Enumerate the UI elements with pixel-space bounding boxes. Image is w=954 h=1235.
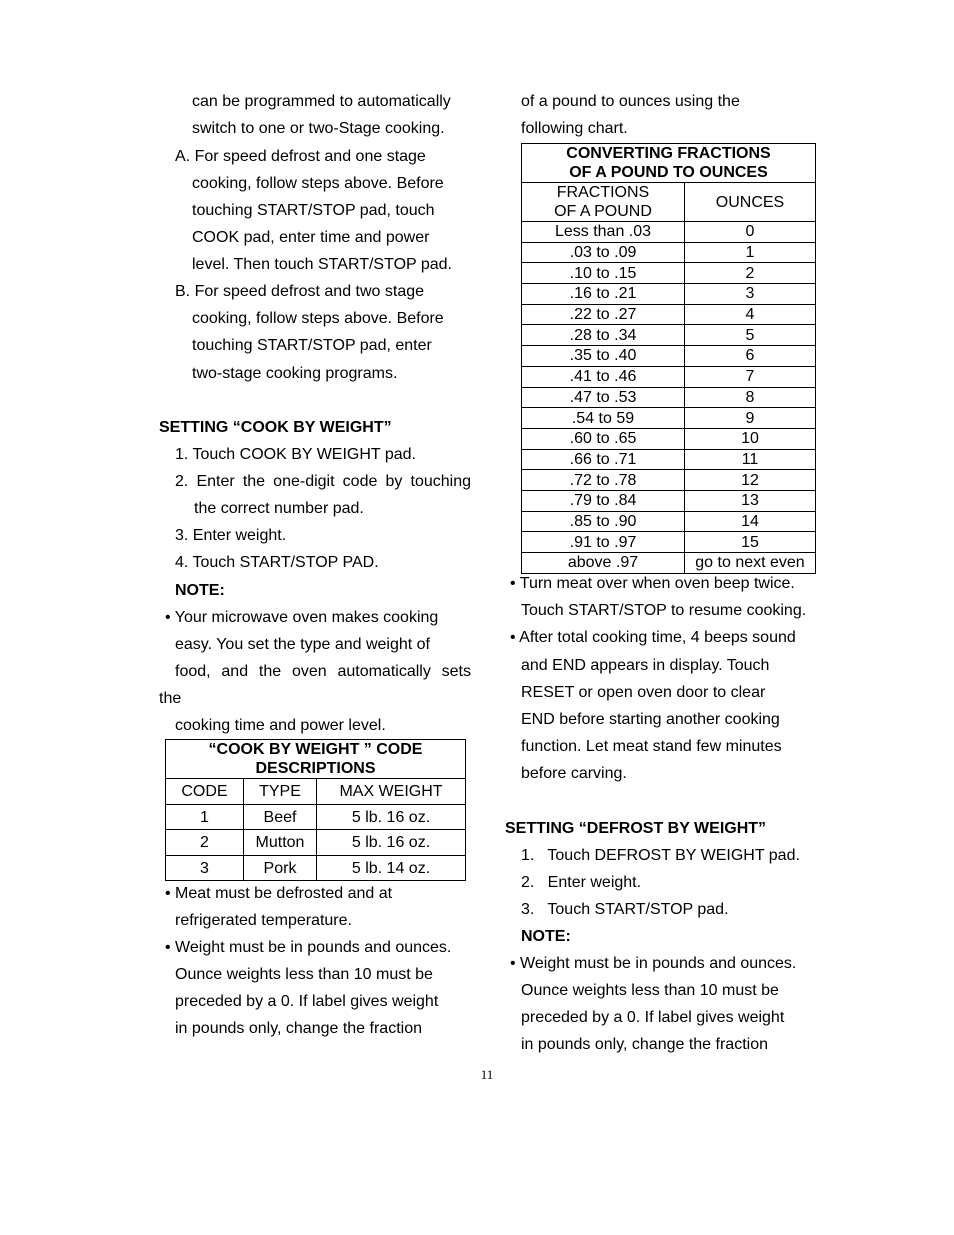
step-line: 4. Touch START/STOP PAD. <box>175 554 379 571</box>
conversion-table-header-fractions <box>522 183 685 222</box>
conversion-table-title-line2: OF A POUND TO OUNCES <box>569 164 768 181</box>
after-table-line: preceded by a 0. If label gives weight <box>175 993 439 1010</box>
table-row <box>522 222 816 243</box>
intro-line: can be programmed to automatically <box>192 93 451 110</box>
intro-line: following chart. <box>521 120 628 137</box>
table-row <box>522 284 816 305</box>
after-table-line: in pounds only, change the fraction <box>175 1020 422 1037</box>
note-line: preceded by a 0. If label gives weight <box>521 1009 785 1026</box>
conversion-table-body <box>522 222 816 574</box>
fraction-cell: .16 to .21 <box>522 284 685 305</box>
code-table-header: TYPE <box>244 779 317 805</box>
fraction-cell: .47 to .53 <box>522 387 685 408</box>
ounces-cell: 8 <box>685 387 816 408</box>
note-line: the <box>159 690 182 707</box>
fraction-cell: .35 to .40 <box>522 346 685 367</box>
note-line: Ounce weights less than 10 must be <box>521 982 779 999</box>
after-table-line: before carving. <box>521 765 627 782</box>
after-table-line: refrigerated temperature. <box>175 912 352 929</box>
table-row <box>166 830 466 856</box>
fraction-cell: .79 to .84 <box>522 490 685 511</box>
note-line: food, and the oven automatically sets <box>175 663 471 680</box>
after-table-line: • Meat must be defrosted and at <box>165 885 393 902</box>
item-a-line: touching START/STOP pad, touch <box>192 202 435 219</box>
step-line: the correct number pad. <box>194 500 364 517</box>
fraction-cell: .10 to .15 <box>522 263 685 284</box>
table-row <box>522 387 816 408</box>
ounces-cell: 13 <box>685 490 816 511</box>
ounces-cell: 4 <box>685 304 816 325</box>
code-table-title <box>166 740 466 779</box>
item-a-line: level. Then touch START/STOP pad. <box>192 256 452 273</box>
fraction-cell: .41 to .46 <box>522 366 685 387</box>
table-row <box>522 346 816 367</box>
table-cell: 2 <box>166 830 244 856</box>
ounces-cell: 9 <box>685 408 816 429</box>
conversion-table-title-line1: CONVERTING FRACTIONS <box>566 145 771 162</box>
note-line: • Your microwave oven makes cooking <box>165 609 439 626</box>
table-row <box>166 856 466 881</box>
after-table-line: function. Let meat stand few minutes <box>521 738 782 755</box>
after-table-line: Touch START/STOP to resume cooking. <box>521 602 807 619</box>
table-cell: 5 lb. 16 oz. <box>317 830 466 856</box>
conversion-table-title <box>522 144 816 183</box>
fraction-cell: .66 to .71 <box>522 449 685 470</box>
ounces-cell: 3 <box>685 284 816 305</box>
conversion-table-header-ounces: OUNCES <box>685 183 816 222</box>
page-number: 11 <box>480 1067 494 1082</box>
after-table-line: • After total cooking time, 4 beeps sound <box>510 629 796 646</box>
ounces-cell: 12 <box>685 470 816 491</box>
after-table-line: • Turn meat over when oven beep twice. <box>510 575 795 592</box>
ounces-cell: 11 <box>685 449 816 470</box>
code-table-header-row <box>166 779 466 805</box>
step-line: 2. Enter the one-digit code by touching <box>175 473 471 490</box>
table-row <box>522 408 816 429</box>
fraction-cell: .60 to .65 <box>522 428 685 449</box>
table-row <box>522 428 816 449</box>
fraction-conversion-table <box>521 143 816 574</box>
section-heading-defrost-by-weight: SETTING “DEFROST BY WEIGHT” <box>505 820 767 837</box>
fraction-cell: .91 to .97 <box>522 532 685 553</box>
table-row <box>522 325 816 346</box>
table-cell: 5 lb. 16 oz. <box>317 805 466 830</box>
fraction-cell: Less than .03 <box>522 222 685 243</box>
note-label: NOTE: <box>175 582 225 599</box>
note-line: cooking time and power level. <box>175 717 386 734</box>
table-row <box>522 553 816 574</box>
conversion-table-header-row <box>522 183 816 222</box>
table-row <box>522 304 816 325</box>
after-table-line: and END appears in display. Touch <box>521 657 770 674</box>
conversion-table-title-row <box>522 144 816 183</box>
step-line: 2. Enter weight. <box>521 874 642 891</box>
table-cell: Beef <box>244 805 317 830</box>
table-row <box>522 511 816 532</box>
code-table-title-row <box>166 740 466 779</box>
code-table-header: MAX WEIGHT <box>317 779 466 805</box>
intro-line: switch to one or two-Stage cooking. <box>192 120 445 137</box>
table-row <box>522 490 816 511</box>
fraction-cell: .72 to .78 <box>522 470 685 491</box>
after-table-line: Ounce weights less than 10 must be <box>175 966 433 983</box>
note-line: in pounds only, change the fraction <box>521 1036 768 1053</box>
fraction-cell: above .97 <box>522 553 685 574</box>
note-label: NOTE: <box>521 928 571 945</box>
ounces-cell: 6 <box>685 346 816 367</box>
table-row <box>522 532 816 553</box>
fraction-cell: .22 to .27 <box>522 304 685 325</box>
item-a-line: A. For speed defrost and one stage <box>175 148 426 165</box>
ounces-cell: 15 <box>685 532 816 553</box>
fraction-cell: .54 to 59 <box>522 408 685 429</box>
cook-by-weight-code-table <box>165 739 466 881</box>
section-heading-cook-by-weight: SETTING “COOK BY WEIGHT” <box>159 419 392 436</box>
table-cell: 5 lb. 14 oz. <box>317 856 466 881</box>
table-cell: 1 <box>166 805 244 830</box>
table-row <box>166 805 466 830</box>
ounces-cell: 0 <box>685 222 816 243</box>
ounces-cell: 1 <box>685 242 816 263</box>
header-fractions-line2: OF A POUND <box>554 203 652 220</box>
step-line: 1. Touch COOK BY WEIGHT pad. <box>175 446 416 463</box>
after-table-line: RESET or open oven door to clear <box>521 684 766 701</box>
item-a-line: cooking, follow steps above. Before <box>192 175 444 192</box>
table-row <box>522 242 816 263</box>
fraction-cell: .28 to .34 <box>522 325 685 346</box>
note-line: easy. You set the type and weight of <box>175 636 430 653</box>
table-row <box>522 263 816 284</box>
intro-line: of a pound to ounces using the <box>521 93 740 110</box>
item-b-line: B. For speed defrost and two stage <box>175 283 425 300</box>
ounces-cell: 7 <box>685 366 816 387</box>
header-fractions-line1: FRACTIONS <box>556 184 650 201</box>
code-table-title-line1: “COOK BY WEIGHT ” CODE <box>208 741 423 758</box>
step-line: 3. Enter weight. <box>175 527 287 544</box>
item-b-line: cooking, follow steps above. Before <box>192 310 444 327</box>
step-line: 3. Touch START/STOP pad. <box>521 901 729 918</box>
after-table-line: • Weight must be in pounds and ounces. <box>165 939 452 956</box>
ounces-cell: go to next even <box>685 553 816 574</box>
step-line: 1. Touch DEFROST BY WEIGHT pad. <box>521 847 800 864</box>
item-a-line: COOK pad, enter time and power <box>192 229 430 246</box>
ounces-cell: 14 <box>685 511 816 532</box>
table-cell: Mutton <box>244 830 317 856</box>
code-table-header: CODE <box>166 779 244 805</box>
table-cell: Pork <box>244 856 317 881</box>
ounces-cell: 5 <box>685 325 816 346</box>
table-row <box>522 449 816 470</box>
ounces-cell: 10 <box>685 428 816 449</box>
note-line: • Weight must be in pounds and ounces. <box>510 955 797 972</box>
fraction-cell: .85 to .90 <box>522 511 685 532</box>
after-table-line: END before starting another cooking <box>521 711 780 728</box>
table-row <box>522 470 816 491</box>
item-b-line: touching START/STOP pad, enter <box>192 337 432 354</box>
code-table-title-line2: DESCRIPTIONS <box>255 760 376 777</box>
item-b-line: two-stage cooking programs. <box>192 365 398 382</box>
ounces-cell: 2 <box>685 263 816 284</box>
table-row <box>522 366 816 387</box>
fraction-cell: .03 to .09 <box>522 242 685 263</box>
table-cell: 3 <box>166 856 244 881</box>
